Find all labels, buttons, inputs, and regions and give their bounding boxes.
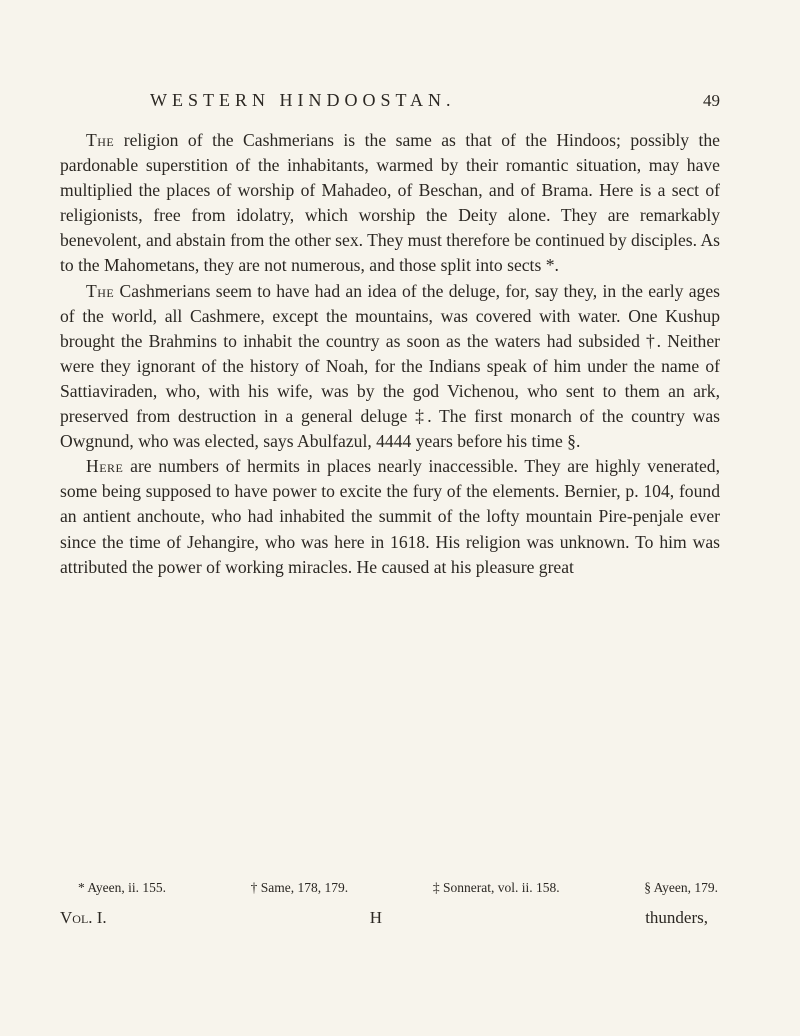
- body-text: [60, 128, 720, 580]
- running-head: WESTERN HINDOOSTAN.: [150, 90, 456, 110]
- paragraph-hermits: [60, 454, 720, 579]
- page-number: 49: [703, 91, 720, 110]
- paragraph-religion: [60, 128, 720, 279]
- paragraph-lead: The: [86, 280, 115, 301]
- catchword: thunders,: [645, 908, 708, 927]
- footnote: ‡ Sonnerat, vol. ii. 158.: [432, 880, 560, 895]
- paragraph-deluge: [60, 279, 720, 455]
- footnote: * Ayeen, ii. 155.: [78, 880, 167, 895]
- paragraph-body: Cashmerians seem to have had an idea of the deluge, for, say they, in the early ages of the world, all Cashmere, except the mountains, was covered with water. One Kushup brought the Brahmins to inhabit the country as soon as the waters had subsided †. Neither were they ignorant of the history of Noah, for the Indians speak of him under the name of Sattiaviraden, who, with his wife, was by the god Vichenou, who sent to them an ark, preserved from destruction in a general deluge ‡. The first monarch of the country was Owgnund, who was elected, says Abulfazul, 4444 years before his time §.: [60, 280, 720, 452]
- volume-label: Vol. I.: [60, 908, 107, 927]
- paragraph-body: are numbers of hermits in places nearly inaccessible. They are highly venerated, some being supposed to have power to excite the fury of the elements. Bernier, p. 104, found an antient anchoute, who had inhabited the summit of the lofty mountain Pire-penjale ever since the time of Jehangire, who was here in 1618. His religion was unknown. To him was attributed the power of working miracles. He caused at his pleasure great: [60, 456, 720, 577]
- signature-line: [60, 908, 708, 928]
- page-header: [150, 90, 720, 111]
- footnote: § Ayeen, 179.: [644, 880, 718, 895]
- paragraph-body: religion of the Cashmerians is the same as that of the Hindoos; possibly the pardonable superstition of the inhabitants, warmed by their romantic situation, may have multiplied the places of worship of Mahadeo, of Beschan, and of Brama. Here is a sect of religionists, free from idolatry, which worship the Deity alone. They are remarkably benevolent, and abstain from the other sex. They must therefore be continued by disciples. As to the Mahometans, they are not numerous, and those split into sects *.: [60, 130, 720, 276]
- signature-mark: H: [369, 908, 383, 927]
- paragraph-lead: The: [86, 130, 115, 150]
- paragraph-lead: Here: [86, 456, 124, 477]
- footnotes: [78, 880, 718, 896]
- footnote: † Same, 178, 179.: [250, 880, 349, 895]
